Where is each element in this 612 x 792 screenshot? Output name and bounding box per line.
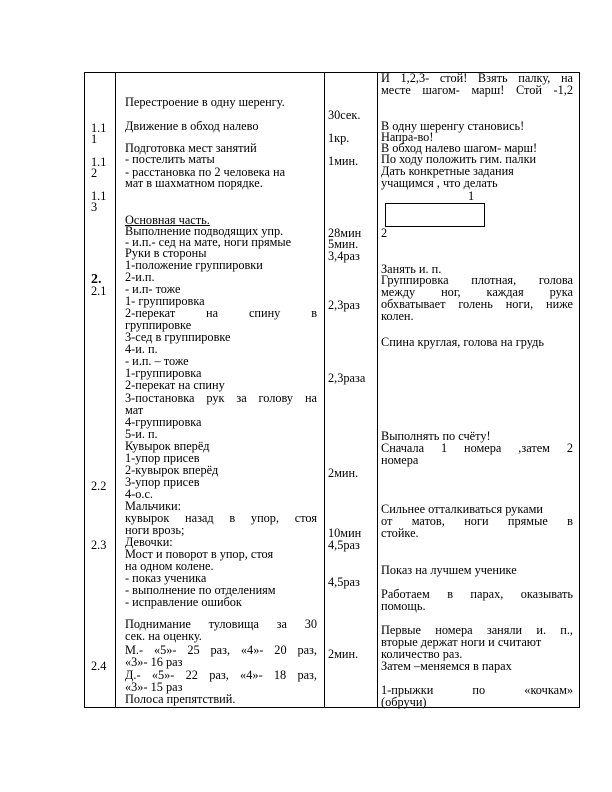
dosage-value: 30сек. xyxy=(328,108,361,122)
content-line: - выполнение по отделениям xyxy=(125,583,276,597)
dosage-value: 2мин. xyxy=(328,647,359,661)
dosage-value: 1кр. xyxy=(328,131,350,145)
row-number: 2.3 xyxy=(91,538,107,552)
content-line: 1-группировка xyxy=(125,366,202,380)
content-line: кувырок назад в упор, стоя xyxy=(125,511,317,525)
group-label: 1 xyxy=(468,189,475,203)
row-number: 1 xyxy=(91,132,98,146)
content-line: 2-кувырок вперёд xyxy=(125,463,219,477)
content-line: - и.п- тоже xyxy=(125,282,181,296)
content-line: Кувырок вперёд xyxy=(125,439,210,453)
content-line: Перестроение в одну шеренгу. xyxy=(125,95,285,109)
content-line: ноги врозь; xyxy=(125,523,185,537)
note-line: Занять и. п. xyxy=(381,262,442,276)
dosage-value: 10мин xyxy=(328,526,362,540)
mat-placement-box xyxy=(385,203,485,227)
column-divider xyxy=(377,73,378,707)
note-line: колен. xyxy=(381,309,414,323)
content-line: Движение в обход налево xyxy=(125,119,259,133)
content-line: - расстановка по 2 человека на xyxy=(125,165,286,179)
content-line: Д.- «5»- 22 раз, «4»- 18 раз, xyxy=(125,668,317,682)
content-line: 2-и.п. xyxy=(125,270,155,284)
note-line: между ног, каждая рука xyxy=(381,285,573,299)
content-line: Поднимание туловища за 30 xyxy=(125,617,317,631)
note-line: Сильнее отталкиваться руками xyxy=(381,502,543,516)
dosage-value: 2,3раз xyxy=(328,298,360,312)
content-line: Полоса препятствий. xyxy=(125,692,236,706)
content-line: Девочки: xyxy=(125,535,173,549)
content-line: 1-упор присев xyxy=(125,451,200,465)
row-number: 2.1 xyxy=(91,284,107,298)
note-line: Показ на лучшем ученике xyxy=(381,563,517,577)
row-number: 2.2 xyxy=(91,479,107,493)
note-line: Группировка плотная, голова xyxy=(381,273,573,287)
group-label: 2 xyxy=(381,226,388,240)
note-line: 1-прыжки по «кочкам» xyxy=(381,683,573,697)
content-line: 2-перекат на спину xyxy=(125,378,225,392)
content-line: 5-и. п. xyxy=(125,427,158,441)
note-line: учащимся , что делать xyxy=(381,176,498,190)
content-line: 4-группировка xyxy=(125,415,202,429)
dosage-value: 5мин. xyxy=(328,237,359,251)
content-line: Подготовка мест занятий xyxy=(125,141,257,155)
main-part-heading: Основная часть. xyxy=(125,213,210,227)
note-line: Напра-во! xyxy=(381,130,434,144)
note-line: Сначала 1 номера ,затем 2 xyxy=(381,441,573,455)
note-line: количество раз. xyxy=(381,647,463,661)
content-line: - и.п.- сед на мате, ноги прямые xyxy=(125,235,292,249)
content-line: 3-постановка рук за голову на xyxy=(125,391,317,405)
content-line: на одном колене. xyxy=(125,559,214,573)
content-line: 2-перекат на спину в xyxy=(125,306,317,320)
dosage-value: 2,3раза xyxy=(328,371,366,385)
note-line: вторые держат ноги и считают xyxy=(381,635,542,649)
content-line: Выполнение подводящих упр. xyxy=(125,224,284,238)
content-line: сек. на оценку. xyxy=(125,629,202,643)
note-line: По ходу положить гим. палки xyxy=(381,152,537,166)
note-line: стойке. xyxy=(381,526,419,540)
dosage-value: 1мин. xyxy=(328,154,359,168)
content-line: 3-сед в группировке xyxy=(125,330,231,344)
content-line: - и.п. – тоже xyxy=(125,354,189,368)
note-line: Работаем в парах, оказывать xyxy=(381,587,573,601)
content-line: «3»- 15 раз xyxy=(125,680,183,694)
content-line: - показ ученика xyxy=(125,571,207,585)
column-divider xyxy=(324,73,325,707)
section-number-main: 2. xyxy=(91,272,102,287)
row-number: 3 xyxy=(91,200,98,214)
row-number: 2.4 xyxy=(91,659,107,673)
content-line: Руки в стороны xyxy=(125,246,207,260)
note-line: В обход налево шагом- марш! xyxy=(381,141,538,155)
row-number: 2 xyxy=(91,166,98,180)
dosage-value: 28мин xyxy=(328,226,362,240)
row-number: 1.1 xyxy=(91,155,107,169)
dosage-value: 4,5раз xyxy=(328,538,360,552)
content-line: 4-о.с. xyxy=(125,487,153,501)
dosage-value: 4,5раз xyxy=(328,575,360,589)
row-number: 1.1 xyxy=(91,121,107,135)
content-line: Мост и поворот в упор, стоя xyxy=(125,547,274,561)
content-line: мат xyxy=(125,403,144,417)
content-line: мат в шахматном порядке. xyxy=(125,176,263,190)
lesson-plan-table xyxy=(84,72,580,708)
content-line: группировке xyxy=(125,318,192,332)
note-line: Первые номера заняли и. п., xyxy=(381,623,573,637)
note-line: обхватывает голень ноги, ниже xyxy=(381,297,573,311)
note-line: Спина круглая, голова на грудь xyxy=(381,335,544,349)
row-number: 1.1 xyxy=(91,189,107,203)
note-line: месте шагом- марш! Стой -1,2 xyxy=(381,83,573,97)
content-line: «3»- 16 раз xyxy=(125,655,183,669)
content-line: 4-и. п. xyxy=(125,342,158,356)
note-line: Дать конкретные задания xyxy=(381,164,514,178)
content-line: 3-упор присев xyxy=(125,475,200,489)
content-line: - исправление ошибок xyxy=(125,595,242,609)
note-line: Выполнять по счёту! xyxy=(381,429,491,443)
content-line: 1- группировка xyxy=(125,294,205,308)
content-line: Мальчики: xyxy=(125,499,182,513)
content-line: - постелить маты xyxy=(125,152,215,166)
content-line: М.- «5»- 25 раз, «4»- 20 раз, xyxy=(125,643,317,657)
note-line: Затем –меняемся в парах xyxy=(381,659,512,673)
note-line: помощь. xyxy=(381,599,426,613)
note-line: (обручи) xyxy=(381,695,427,709)
note-line: В одну шеренгу становись! xyxy=(381,119,525,133)
column-divider xyxy=(115,73,116,707)
note-line: от матов, ноги прямые в xyxy=(381,514,573,528)
note-line: И 1,2,3- стой! Взять палку, на xyxy=(381,71,573,85)
dosage-value: 2мин. xyxy=(328,466,359,480)
content-line: 1-положение группировки xyxy=(125,258,263,272)
dosage-value: 3,4раз xyxy=(328,249,360,263)
note-line: номера xyxy=(381,453,419,467)
